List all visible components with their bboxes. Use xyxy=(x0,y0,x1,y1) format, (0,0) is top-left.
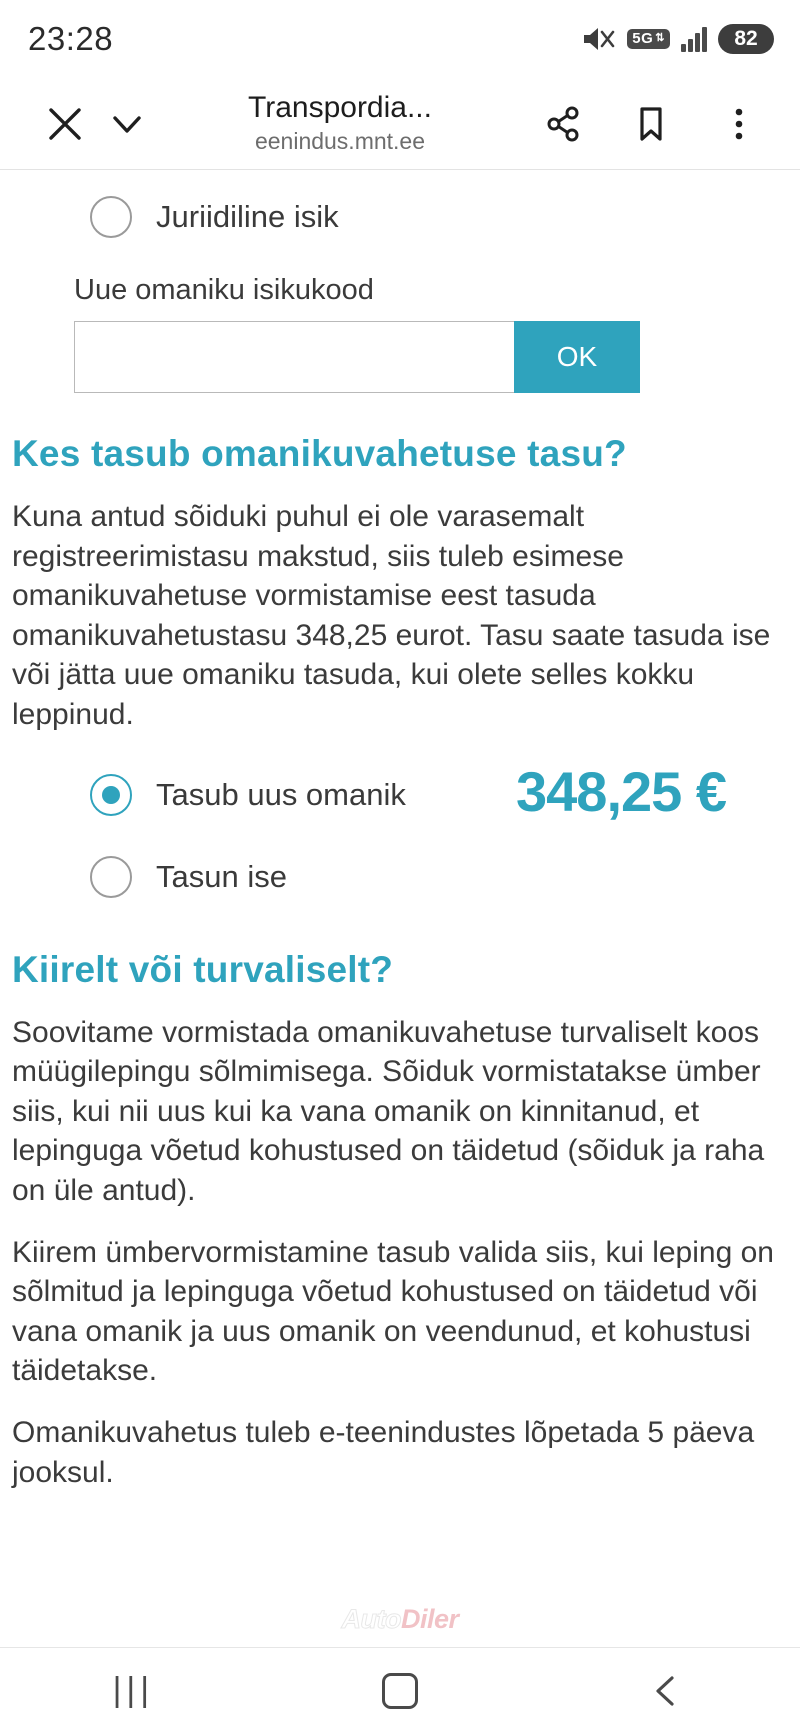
overflow-menu-icon[interactable] xyxy=(708,93,770,155)
speed-paragraph-1: Soovitame vormistada omanikuvahetuse turvaliselt koos müügilepingu sõlmimisega. Sõiduk vormistatakse ümber siis, kui nii uus kui ka vana omanik on kinnitanud, et lepinguga võetud kohustused on täidetud (sõiduk ja raha on üle antud). xyxy=(12,1015,765,1207)
new-owner-id-row xyxy=(12,307,788,393)
fee-heading: Kes tasub omanikuvahetuse tasu? xyxy=(12,433,627,474)
page-content xyxy=(0,170,800,1647)
toolbar-actions xyxy=(522,93,770,155)
battery-icon: 82 xyxy=(718,24,774,54)
address-bar[interactable] xyxy=(158,91,522,156)
pay-option-new-owner-radio[interactable] xyxy=(90,774,132,816)
watermark xyxy=(0,1602,800,1637)
legal-person-radio-label: Juriidiline isik xyxy=(156,199,339,234)
pay-options xyxy=(12,735,788,909)
page-title: Transpordia... xyxy=(248,90,432,124)
pay-option-self-radio[interactable] xyxy=(90,856,132,898)
pay-option-self[interactable] xyxy=(90,845,788,909)
ok-button[interactable]: OK xyxy=(514,321,640,393)
watermark-part-1: Auto xyxy=(341,1604,401,1634)
new-owner-id-label: Uue omaniku isikukood xyxy=(74,274,374,306)
speed-heading: Kiirelt või turvaliselt? xyxy=(12,948,394,990)
watermark-part-2: Diler xyxy=(400,1604,459,1634)
android-nav-bar xyxy=(0,1647,800,1733)
bookmark-icon[interactable] xyxy=(620,93,682,155)
close-icon[interactable] xyxy=(34,93,96,155)
legal-person-radio[interactable] xyxy=(90,196,132,238)
recents-icon[interactable] xyxy=(73,1661,193,1721)
browser-toolbar xyxy=(0,78,800,170)
recents-label: ||| xyxy=(112,1671,155,1709)
signal-bars-icon xyxy=(681,26,707,52)
new-owner-id-input[interactable] xyxy=(74,321,514,393)
status-time: 23:28 xyxy=(28,20,114,57)
fee-amount: 348,25 € xyxy=(516,759,726,823)
mute-icon xyxy=(582,24,616,54)
page-url: eenindus.mnt.ee xyxy=(254,128,426,155)
status-icons xyxy=(582,24,774,54)
status-bar xyxy=(0,0,800,78)
network-5g-icon: 5G ⇅ xyxy=(627,29,670,49)
home-icon[interactable] xyxy=(340,1661,460,1721)
network-5g-label: 5G xyxy=(632,30,654,47)
back-icon[interactable] xyxy=(607,1661,727,1721)
pay-option-self-label: Tasun ise xyxy=(156,858,287,894)
fee-paragraph: Kuna antud sõiduki puhul ei ole varasemalt registreerimistasu makstud, siis tuleb esimese omanikuvahetuse vormistamise eest tasuda omanikuvahetustasu 348,25 eurot. Tasu saate tasuda ise või jätta uue omaniku tasuda, kui olete selles kokku leppinud. xyxy=(12,500,771,731)
share-icon[interactable] xyxy=(532,93,594,155)
pay-option-new-owner-label: Tasub uus omanik xyxy=(156,776,406,812)
chevron-down-icon[interactable] xyxy=(96,93,158,155)
speed-paragraph-2: Kiirem ümbervormistamine tasub valida siis, kui leping on sõlmitud ja lepinguga võetud kohustused on täidetud või vana omanik ja uus omanik on veendunud, et kohustusi täidetakse. xyxy=(12,1235,774,1388)
speed-paragraph-3: Omanikuvahetus tuleb e-teenindustes lõpetada 5 päeva jooksul. xyxy=(12,1415,755,1489)
legal-person-radio-row[interactable] xyxy=(12,170,788,238)
